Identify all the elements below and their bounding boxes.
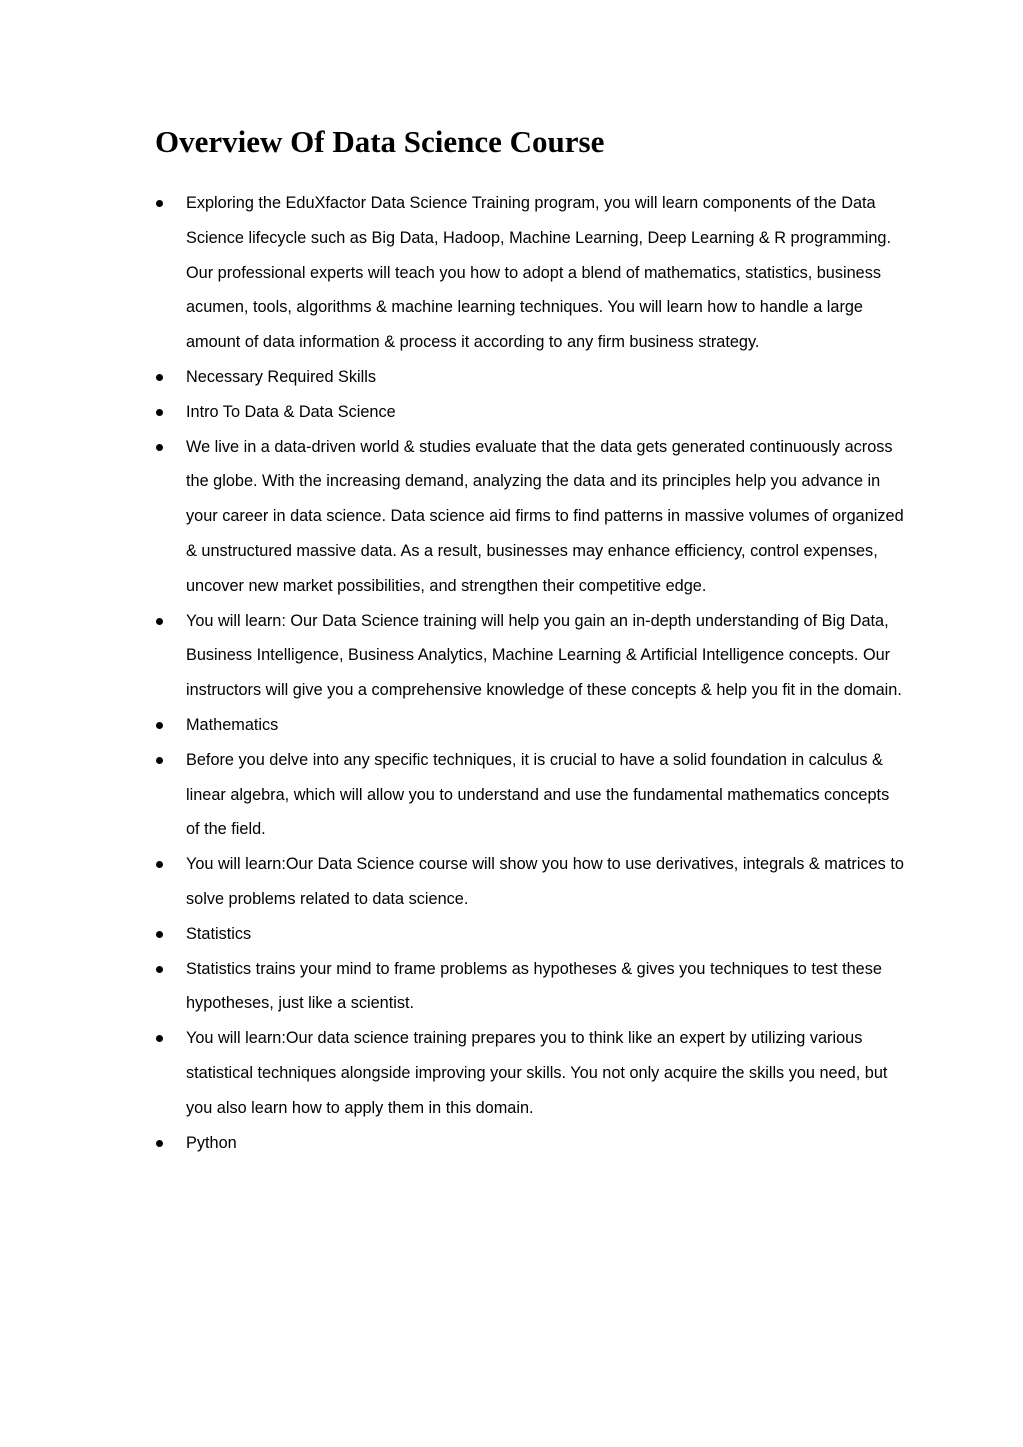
list-item-text: You will learn:Our Data Science course will show you how to use derivatives, integrals & matrices to solve problems related to data science. [186, 855, 904, 908]
list-item [155, 1126, 905, 1161]
list-item [155, 952, 905, 1022]
bullet-icon [156, 861, 163, 868]
list-item-text: You will learn: Our Data Science training will help you gain an in-depth understanding of Big Data, Business Intelligence, Business Analytics, Machine Learning & Artificial Intelligence concepts. Our instructors will give you a comprehensive knowledge of these concepts & help you fit in the domain. [186, 611, 902, 700]
bullet-icon [156, 1035, 163, 1042]
bullet-icon [156, 757, 163, 764]
bullet-icon [156, 722, 163, 729]
bullet-icon [156, 618, 163, 625]
bullet-icon [156, 409, 163, 416]
list-item [155, 847, 905, 917]
list-item-text: Before you delve into any specific techniques, it is crucial to have a solid foundation in calculus & linear algebra, which will allow you to understand and use the fundamental mathematics concepts of the field. [186, 750, 890, 839]
bullet-icon [156, 200, 163, 207]
list-item [155, 430, 905, 604]
list-item-text: Mathematics [186, 715, 279, 734]
bullet-icon [156, 374, 163, 381]
list-item-text: Statistics trains your mind to frame problems as hypotheses & gives you techniques to test these hypotheses, just like a scientist. [186, 959, 882, 1013]
bullet-icon [156, 1140, 163, 1147]
page-title: Overview Of Data Science Course [155, 124, 605, 159]
list-item-text: You will learn:Our data science training prepares you to think like an expert by utilizing various statistical techniques alongside improving your skills. You not only acquire the skills you need, but you also learn how to apply them in this domain. [186, 1029, 888, 1117]
list-item [155, 708, 905, 743]
list-item-text: Statistics [186, 924, 252, 943]
list-item [155, 743, 905, 847]
list-item [155, 395, 905, 430]
bullet-icon [156, 931, 163, 938]
list-item-text: Exploring the EduXfactor Data Science Training program, you will learn components of the Data Science lifecycle such as Big Data, Hadoop, Machine Learning, Deep Learning & R programming. Our professional experts will teach you how to adopt a blend of mathematics, statistics, business acumen, tools, algorithms & machine learning techniques. You will learn how to handle a large amount of data information & process it according to any firm business strategy. [186, 194, 891, 352]
list-item-text: We live in a data-driven world & studies evaluate that the data gets generated continuously across the globe. With the increasing demand, analyzing the data and its principles help you advance in your career in data science. Data science aid firms to find patterns in massive volumes of organized & unstructured massive data. As a result, businesses may enhance efficiency, control expenses, uncover new market possibilities, and strengthen their competitive edge. [186, 437, 904, 595]
list-item-text: Necessary Required Skills [186, 367, 377, 386]
list-item-text: Intro To Data & Data Science [186, 402, 396, 421]
list-item [155, 917, 905, 952]
list-item [155, 186, 905, 360]
bullet-list [155, 186, 905, 1160]
list-item [155, 604, 905, 708]
list-item [155, 360, 905, 395]
bullet-icon [156, 966, 163, 973]
list-item-text: Python [186, 1133, 237, 1152]
list-item [155, 1021, 905, 1125]
bullet-icon [156, 444, 163, 451]
